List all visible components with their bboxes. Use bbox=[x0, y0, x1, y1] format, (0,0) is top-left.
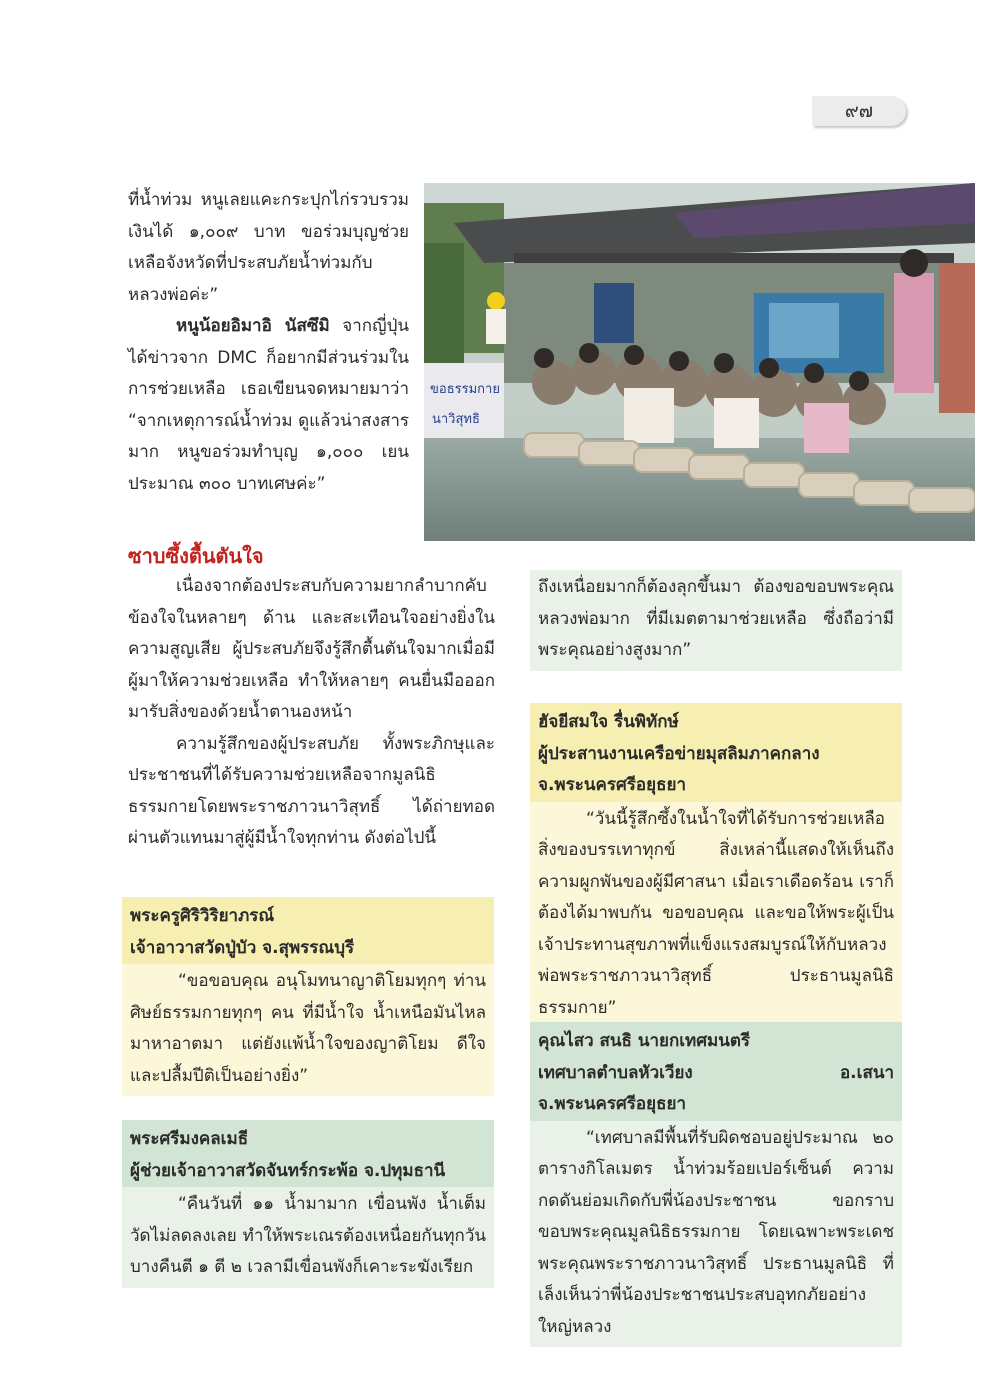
quote-box-4 bbox=[530, 1022, 902, 1347]
quote-box-1 bbox=[122, 897, 494, 1096]
quote-1-role: เจ้าอาวาสวัดปู่บัว จ.สุพรรณบุรี bbox=[130, 937, 355, 958]
quote-4-name: คุณไสว สนธิ นายกเทศมนตรี bbox=[538, 1031, 751, 1051]
quote-box-2-continued bbox=[530, 570, 902, 671]
quote-3-role-2: จ.พระนครศรีอยุธยา bbox=[538, 775, 686, 795]
quote-3-role: ผู้ประสานงานเครือข่ายมุสลิมภาคกลาง bbox=[538, 743, 820, 764]
section-heading: ซาบซึ้งตื้นตันใจ bbox=[128, 544, 264, 568]
quote-2-continuation-text: ถึงเหนื่อยมากก็ต้องลุกขึ้นมา ต้องขอขอบพระคุณหลวงพ่อมาก ที่มีเมตตามาช่วยเหลือ ซึ่งถือว่ามีพระคุณอย่างสูงมาก” bbox=[538, 577, 894, 660]
intro-paragraph-2-text: จากญี่ปุ่นได้ข่าวจาก DMC ก็อยากมีส่วนร่วมในการช่วยเหลือ เธอเขียนจดหมายมาว่า “จากเหตุการณ์น้ำท่วม ดูแล้วน่าสงสารมาก หนูขอร่วมทำบุญ ๑,๐๐๐ เยน ประมาณ ๓๐๐ บาทเศษค่ะ” bbox=[128, 316, 409, 494]
flood-relief-photo-image bbox=[424, 183, 975, 541]
intro-column bbox=[128, 185, 409, 500]
quote-4-header bbox=[530, 1022, 902, 1121]
quote-2-name: พระศรีมงคลเมธี bbox=[130, 1129, 249, 1149]
quote-2-header bbox=[122, 1120, 494, 1187]
intro-paragraph-2 bbox=[128, 311, 409, 500]
flood-relief-photo bbox=[424, 183, 975, 541]
quote-4-role: เทศบาลตำบลหัวเวียง อ.เสนา จ.พระนครศรีอยุธยา bbox=[538, 1062, 894, 1114]
banner-text-1: ขอธรรมกาย bbox=[430, 382, 500, 397]
intro-person-name: หนูน้อยอิมาอิ นัสซึมิ bbox=[176, 316, 330, 336]
quote-box-3 bbox=[530, 703, 902, 1028]
section-body bbox=[128, 571, 495, 855]
quote-1-text: “ขอขอบคุณ อนุโมทนาญาติโยมทุกๆ ท่าน ศิษย์ธรรมกายทุกๆ คน ที่มีน้ำใจ น้ำเหนือมันไหลมาหาอาตมา แต่ยังแพ้น้ำใจของญาติโยม ดีใจและปลื้มปีติเป็นอย่างยิ่ง” bbox=[130, 971, 486, 1086]
quote-3-name: ฮัจยีสมใจ รื่นพิทักษ์ bbox=[538, 712, 679, 732]
section-paragraph-2: ความรู้สึกของผู้ประสบภัย ทั้งพระภิกษุและประชาชนที่ได้รับความช่วยเหลือจากมูลนิธิธรรมกายโดยพระราชภาวนาวิสุทธิ์ ได้ถ่ายทอดผ่านตัวแทนมาสู่ผู้มีน้ำใจทุกท่าน ดังต่อไปนี้ bbox=[128, 733, 495, 848]
banner-text-2: นาวิสุทธิ bbox=[432, 412, 480, 427]
quote-2-body bbox=[122, 1187, 494, 1288]
intro-paragraph-1: ที่น้ำท่วม หนูเลยแคะกระปุกไก่รวบรวมเงินได้ ๑,๐๐๙ บาท ขอร่วมบุญช่วยเหลือจังหวัดที่ประสบภัยน้ำท่วมกับหลวงพ่อค่ะ” bbox=[128, 190, 409, 305]
quote-2-role: ผู้ช่วยเจ้าอาวาสวัดจันทร์กระพ้อ จ.ปทุมธานี bbox=[130, 1160, 446, 1181]
quote-3-text: “วันนี้รู้สึกซึ้งในน้ำใจที่ได้รับการช่วยเหลือสิ่งของบรรเทาทุกข์ สิ่งเหล่านี้แสดงให้เห็นถึงความผูกพันของผู้มีศาสนา เมื่อเราเดือดร้อน เราก็ต้องได้มาพบกัน ขอขอบคุณ และขอให้พระผู้เป็นเจ้าประทานสุขภาพที่แข็งแรงสมบูรณ์ให้กับหลวงพ่อพระราชภาวนาวิสุทธิ์ ประธานมูลนิธิธรรมกาย” bbox=[538, 808, 894, 1018]
quote-box-2 bbox=[122, 1120, 494, 1288]
quote-1-body bbox=[122, 964, 494, 1096]
quote-4-text: “เทศบาลมีพื้นที่รับผิดชอบอยู่ประมาณ ๒๐ ตารางกิโลเมตร น้ำท่วมร้อยเปอร์เซ็นต์ ความกดดันย่อมเกิดกับพี่น้องประชาชน ขอกราบขอบพระคุณมูลนิธิธรรมกาย โดยเฉพาะพระเดชพระคุณพระราชภาวนาวิสุทธิ์ ประธานมูลนิธิ ที่เล็งเห็นว่าพี่น้องประชาชนประสบอุทกภัยอย่างใหญ่หลวง bbox=[538, 1127, 894, 1337]
quote-1-header bbox=[122, 897, 494, 964]
quote-4-body bbox=[530, 1121, 902, 1348]
quote-2-continuation-body bbox=[530, 570, 902, 671]
page-number: ๙๗ bbox=[812, 96, 906, 126]
quote-3-header bbox=[530, 703, 902, 802]
quote-1-name: พระครูศิริวิริยาภรณ์ bbox=[130, 906, 275, 926]
section-paragraph-1: เนื่องจากต้องประสบกับความยากลำบากคับข้องใจในหลายๆ ด้าน และสะเทือนใจอย่างยิ่งในความสูญเสีย ผู้ประสบภัยจึงรู้สึกตื้นตันใจมากเมื่อมีผู้มาให้ความช่วยเหลือ ทำให้หลายๆ คนยื่นมือออกมารับสิ่งของด้วยน้ำตานองหน้า bbox=[128, 576, 495, 722]
quote-2-text: “คืนวันที่ ๑๑ น้ำมามาก เขื่อนพัง น้ำเต็มวัดไม่ลดลงเลย ทำให้พระเณรต้องเหนื่อยกันทุกวัน บางคืนตี ๑ ตี ๒ เวลามีเขื่อนพังก็เคาะระฆังเรียก bbox=[130, 1194, 486, 1277]
quote-3-body bbox=[530, 802, 902, 1029]
